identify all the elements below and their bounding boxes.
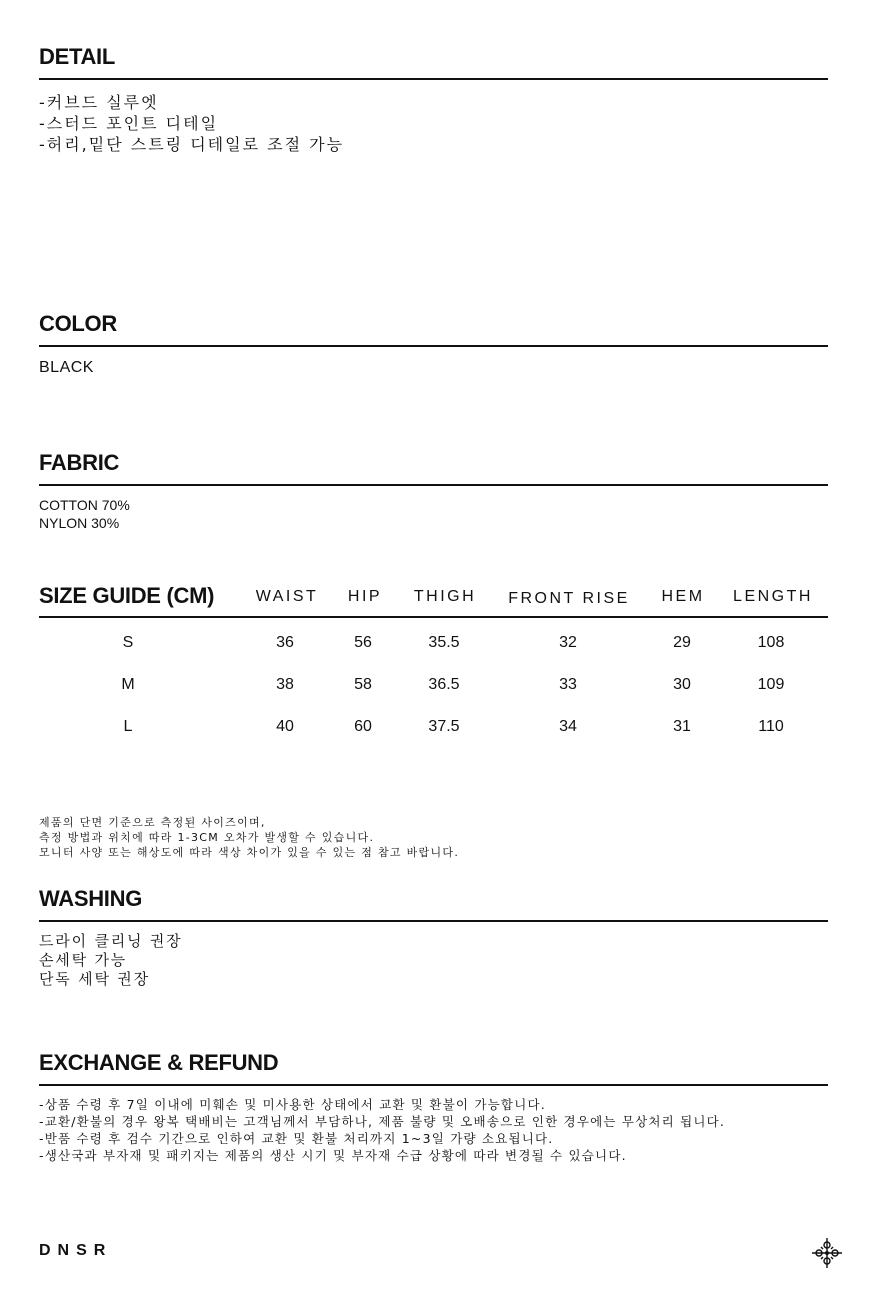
- exchange-list: [39, 1096, 828, 1164]
- table-cell: 33: [559, 676, 577, 693]
- column-header-hip: HIP: [347, 588, 383, 605]
- table-cell: 58: [354, 676, 372, 693]
- washing-section: [39, 886, 828, 989]
- size-label: L: [123, 718, 133, 735]
- exchange-line: -상품 수령 후 7일 이내에 미훼손 및 미사용한 상태에서 교환 및 환불이 가능합니다.: [39, 1097, 546, 1112]
- table-cell: 37.5: [428, 718, 460, 735]
- note-line: 모니터 사양 또는 해상도에 따라 색상 차이가 있을 수 있는 점 참고 바랍니다.: [39, 846, 460, 859]
- column-header-length: LENGTH: [733, 588, 813, 605]
- exchange-section: [39, 1050, 828, 1164]
- color-list: [39, 358, 828, 378]
- table-cell: 38: [276, 676, 294, 693]
- color-title: COLOR: [39, 311, 828, 347]
- table-row: [0, 718, 874, 740]
- size-guide-header: [39, 580, 828, 618]
- detail-line: -스터드 포인트 디테일: [39, 114, 219, 133]
- table-row: [0, 634, 874, 656]
- brand-logo: DNSR: [39, 1242, 113, 1259]
- fabric-title: FABRIC: [39, 450, 828, 486]
- column-header-thigh: THIGH: [413, 588, 477, 605]
- fabric-list: [39, 496, 828, 532]
- column-header-hem: HEM: [661, 588, 705, 605]
- column-header-waist: WAIST: [255, 588, 319, 605]
- ornament-cross-icon: [810, 1236, 844, 1270]
- table-cell: 36.5: [428, 676, 460, 693]
- table-cell: 32: [559, 634, 577, 651]
- exchange-line: -교환/환불의 경우 왕복 택배비는 고객님께서 부담하나, 제품 불량 및 오배송으로 인한 경우에는 무상처리 됩니다.: [39, 1114, 726, 1129]
- washing-title: WASHING: [39, 886, 828, 922]
- washing-line: 손세탁 가능: [39, 951, 128, 969]
- detail-line: -허리,밑단 스트링 디테일로 조절 가능: [39, 135, 345, 154]
- color-section: [39, 311, 828, 378]
- table-cell: 36: [276, 634, 294, 651]
- table-cell: 29: [673, 634, 691, 651]
- table-cell: 30: [673, 676, 691, 693]
- table-cell: 31: [673, 718, 691, 735]
- detail-line: -커브드 실루엣: [39, 93, 159, 112]
- fabric-line: COTTON 70%: [39, 497, 130, 513]
- table-cell: 60: [354, 718, 372, 735]
- washing-list: [39, 932, 828, 989]
- note-line: 제품의 단면 기준으로 측정된 사이즈이며,: [39, 816, 266, 829]
- detail-title: DETAIL: [39, 44, 828, 80]
- table-row: [0, 676, 874, 698]
- detail-section: [39, 44, 828, 155]
- detail-list: [39, 92, 828, 155]
- exchange-line: -반품 수령 후 검수 기간으로 인하여 교환 및 환불 처리까지 1~3일 가량 소요됩니다.: [39, 1131, 554, 1146]
- column-header-front-rise: FRONT RISE: [508, 590, 630, 607]
- washing-line: 단독 세탁 권장: [39, 970, 150, 988]
- fabric-line: NYLON 30%: [39, 515, 120, 531]
- table-cell: 110: [758, 718, 784, 735]
- table-cell: 108: [757, 634, 785, 651]
- size-label: S: [122, 634, 134, 651]
- color-value: BLACK: [39, 359, 94, 376]
- table-cell: 40: [276, 718, 294, 735]
- exchange-line: -생산국과 부자재 및 패키지는 제품의 생산 시기 및 부자재 수급 상황에 따라 변경될 수 있습니다.: [39, 1148, 627, 1163]
- size-guide-title: SIZE GUIDE (CM): [39, 583, 215, 608]
- table-cell: 109: [757, 676, 785, 693]
- table-cell: 35.5: [428, 634, 460, 651]
- table-cell: 34: [559, 718, 577, 735]
- fabric-section: [39, 450, 828, 532]
- size-notes: [39, 815, 459, 860]
- washing-line: 드라이 클리닝 권장: [39, 932, 183, 950]
- table-cell: 56: [354, 634, 372, 651]
- size-label: M: [121, 676, 135, 693]
- note-line: 측정 방법과 위치에 따라 1-3CM 오차가 발생할 수 있습니다.: [39, 831, 375, 844]
- exchange-title: EXCHANGE & REFUND: [39, 1050, 828, 1086]
